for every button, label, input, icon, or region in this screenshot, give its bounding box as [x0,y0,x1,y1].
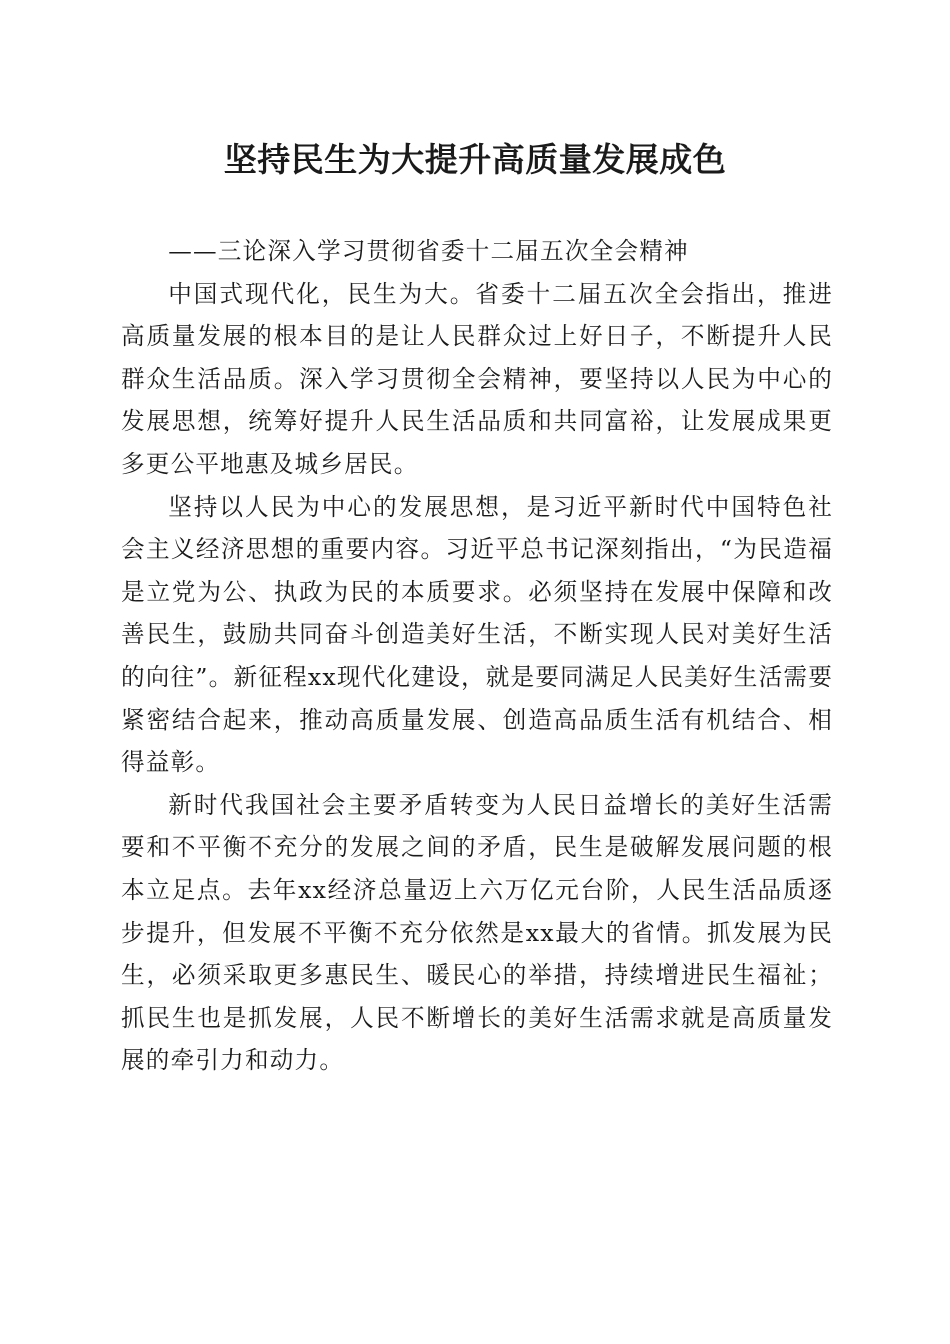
document-body [121,230,833,1082]
paragraph: 坚持以人民为中心的发展思想，是习近平新时代中国特色社会主义经济思想的重要内容。习近平总书记深刻指出，“为民造福是立党为公、执政为民的本质要求。必须坚持在发展中保障和改善民生，鼓励共同奋斗创造美好生活，不断实现人民对美好生活的向往”。新征程xx现代化建设，就是要同满足人民美好生活需要紧密结合起来，推动高质量发展、创造高品质生活有机结合、相得益彰。 [121,492,833,777]
document-title: 坚持民生为大提升高质量发展成色 [223,140,727,179]
document-subtitle: ——三论深入学习贯彻省委十二届五次全会精神 [168,237,689,265]
paragraph: 新时代我国社会主要矛盾转变为人民日益增长的美好生活需要和不平衡不充分的发展之间的矛盾，民生是破解发展问题的根本立足点。去年xx经济总量迈上六万亿元台阶，人民生活品质逐步提升，但发展不平衡不充分依然是xx最大的省情。抓发展为民生，必须采取更多惠民生、暖民心的举措，持续增进民生福祉；抓民生也是抓发展，人民不断增长的美好生活需求就是高质量发展的牵引力和动力。 [121,790,833,1075]
paragraph: 中国式现代化，民生为大。省委十二届五次全会指出，推进高质量发展的根本目的是让人民群众过上好日子，不断提升人民群众生活品质。深入学习贯彻全会精神，要坚持以人民为中心的发展思想，统筹好提升人民生活品质和共同富裕，让发展成果更多更公平地惠及城乡居民。 [121,279,833,478]
